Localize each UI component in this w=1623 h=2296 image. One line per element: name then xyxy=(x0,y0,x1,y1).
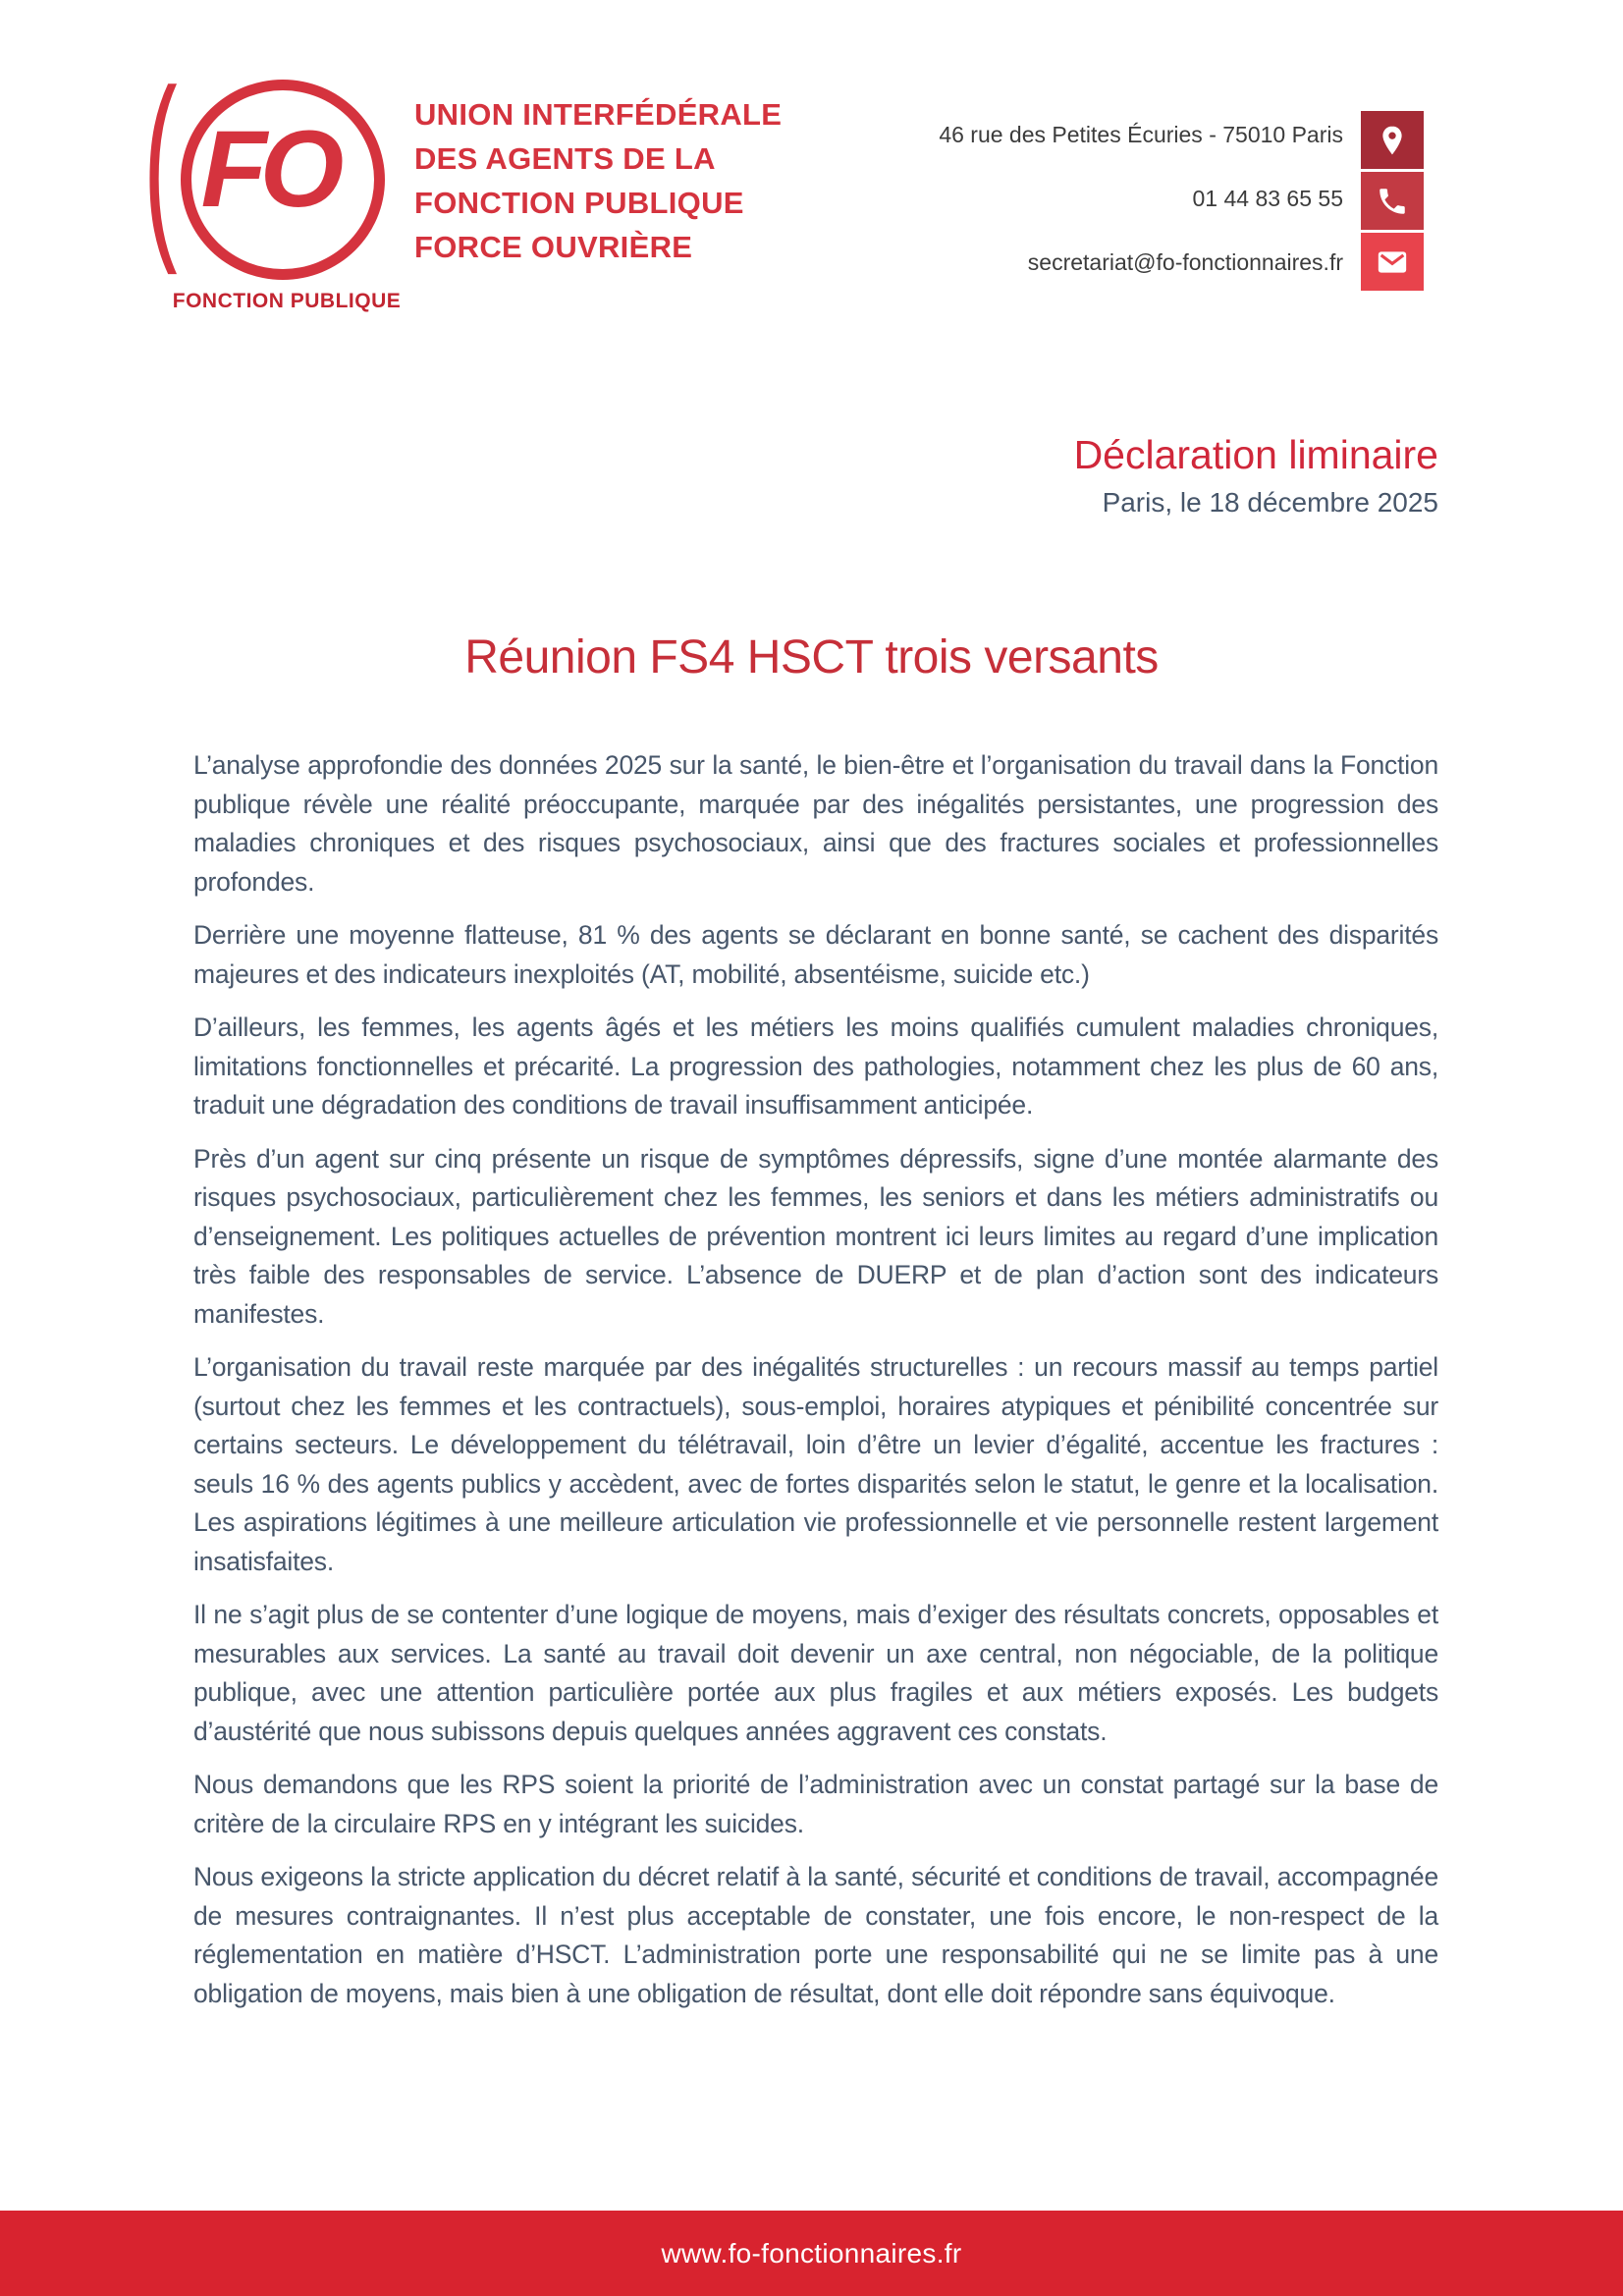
org-name-line: FONCTION PUBLIQUE xyxy=(414,186,744,220)
contact-email: secretariat@fo-fonctionnaires.fr xyxy=(1027,249,1343,275)
paragraph: L’analyse approfondie des données 2025 sur la santé, le bien-être et l’organisation du travail dans la Fonction publique révèle une réalité préoccupante, marquée par des inégalités persistantes, une progression des maladies chroniques et des risques psychosociaux, ainsi que des fractures sociales et professionnelles profondes. xyxy=(193,750,1438,897)
location-pin-icon xyxy=(1361,111,1424,169)
org-name-line: UNION INTERFÉDÉRALE xyxy=(414,97,783,132)
declaration-date: Paris, le 18 décembre 2025 xyxy=(1102,487,1438,518)
contact-address: 46 rue des Petites Écuries - 75010 Paris xyxy=(939,122,1343,147)
fo-logo xyxy=(143,48,410,312)
fo-logo-paren: ( xyxy=(143,48,178,276)
website-url: www.fo-fonctionnaires.fr xyxy=(661,2237,962,2269)
fo-logo-caption: FONCTION PUBLIQUE xyxy=(172,290,402,312)
org-name xyxy=(414,92,782,269)
contact-block xyxy=(939,122,1343,313)
paragraph: Nous demandons que les RPS soient la priorité de l’administration avec un constat partagé sur la base de critère de la circulaire RPS en y intégrant les suicides. xyxy=(193,1770,1438,1838)
org-name-line: DES AGENTS DE LA xyxy=(414,141,716,176)
contact-icon-strip xyxy=(1361,111,1424,294)
paragraph: Il ne s’agit plus de se contenter d’une logique de moyens, mais d’exiger des résultats concrets, opposables et mesurables aux services. La santé au travail doit devenir un axe central, non négociable, de la politique publique, avec une attention particulière portée aux plus fragiles et aux métiers exposés. Les budgets d’austérité que nous subissons depuis quelques années aggravent ces constats. xyxy=(193,1600,1438,1746)
footer-bar xyxy=(0,2211,1623,2296)
org-name-line: FORCE OUVRIÈRE xyxy=(414,230,693,264)
declaration-title: Déclaration liminaire xyxy=(1073,432,1438,477)
mail-icon xyxy=(1361,233,1424,291)
paragraph: Derrière une moyenne flatteuse, 81 % des agents se déclarant en bonne santé, se cachent des disparités majeures et des indicateurs inexploités (AT, mobilité, absentéisme, suicide etc.) xyxy=(193,920,1438,989)
paragraph: Près d’un agent sur cinq présente un risque de symptômes dépressifs, signe d’une montée alarmante des risques psychosociaux, particulièrement chez les femmes, les seniors et dans les métiers administratifs ou d’enseignement. Les politiques actuelles de prévention montrent ici leurs limites au regard d’une implication très faible des responsables de service. L’absence de DUERP et de plan d’action sont des indicateurs manifestes. xyxy=(193,1143,1438,1329)
paragraph: Nous exigeons la stricte application du décret relatif à la santé, sécurité et conditions de travail, accompagnée de mesures contraignantes. Il n’est plus acceptable de constater, une fois encore, le non-respect de la réglementation en matière d’HSCT. L’administration porte une responsabilité qui ne se limite pas à une obligation de moyens, mais bien à une obligation de résultat, dont elle doit répondre sans équivoque. xyxy=(193,1862,1438,2008)
phone-icon xyxy=(1361,172,1424,230)
paragraph: D’ailleurs, les femmes, les agents âgés et les métiers les moins qualifiés cumulent maladies chroniques, limitations fonctionnelles et précarité. La progression des pathologies, notamment chez les plus de 60 ans, traduit une dégradation des conditions de travail insuffisamment anticipée. xyxy=(193,1012,1438,1120)
fo-logo-text: FO xyxy=(200,108,338,230)
paragraph: L’organisation du travail reste marquée par des inégalités structurelles : un recours massif au temps partiel (surtout chez les femmes et les contractuels), sous-emploi, horaires atypiques et pénibilité concentrée sur certains secteurs. Le développement du télétravail, loin d’être un levier d’égalité, accentue les fractures : seuls 16 % des agents publics y accèdent, avec de fortes disparités selon le statut, le genre et la localisation. Les aspirations légitimes à une meilleure articulation vie professionnelle et vie personnelle restent largement insatisfaites. xyxy=(193,1352,1438,1576)
declaration-block xyxy=(1074,432,1438,519)
contact-phone: 01 44 83 65 55 xyxy=(1192,186,1343,211)
document-body xyxy=(193,746,1438,2028)
document-title: Réunion FS4 HSCT trois versants xyxy=(464,631,1159,683)
